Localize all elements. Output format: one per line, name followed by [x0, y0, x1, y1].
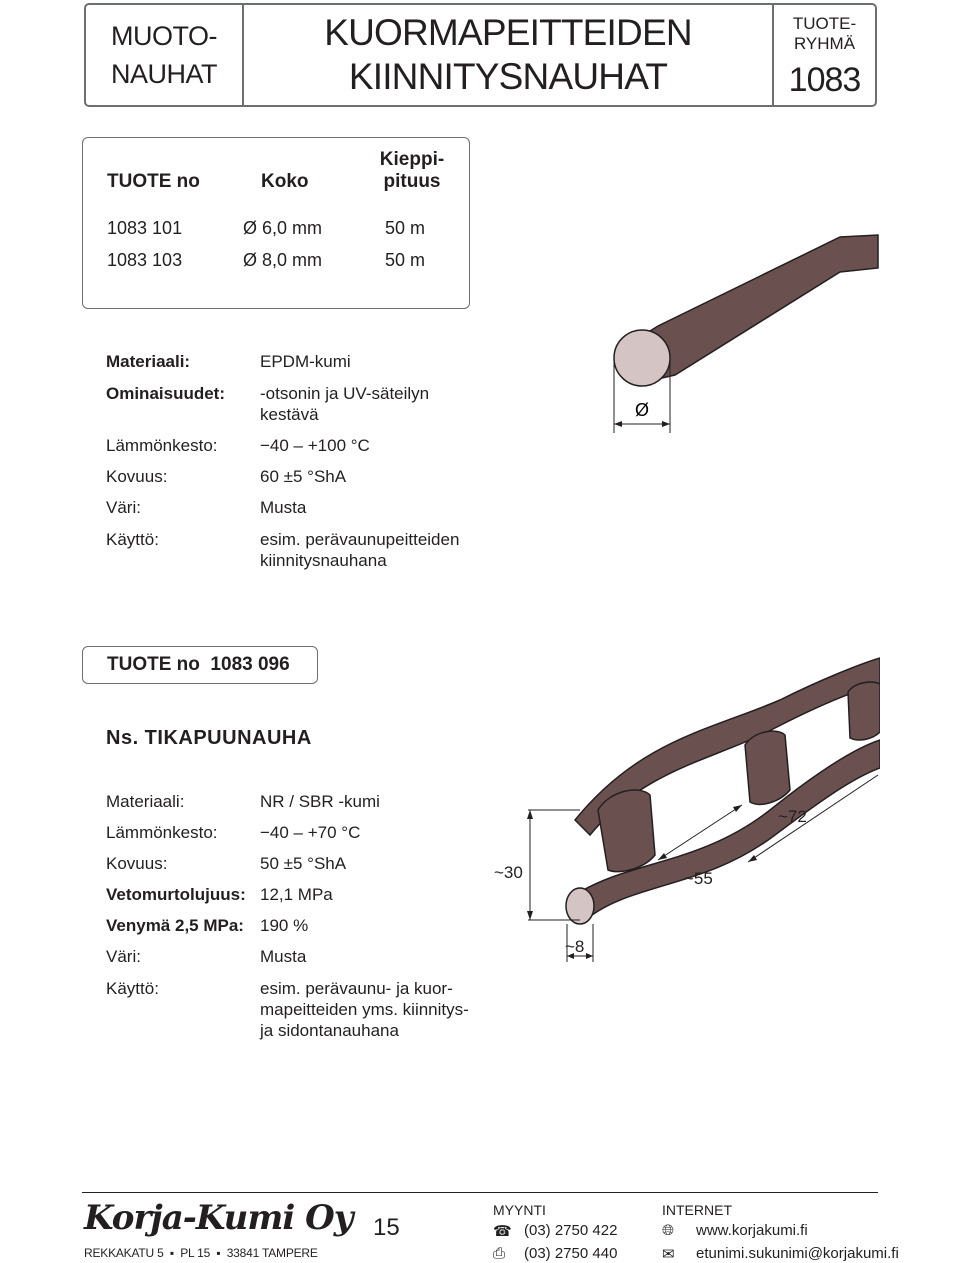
cord-illustration — [600, 228, 880, 438]
col-header-product: TUOTE no — [107, 171, 200, 192]
fax-number: (03) 2750 440 — [524, 1245, 618, 1262]
product2-subtitle: Ns. TIKAPUUNAUHA — [106, 727, 312, 749]
spec-value: −40 – +70 °C — [260, 823, 361, 842]
header-box — [84, 3, 877, 107]
spec-label: Kovuus: — [106, 467, 168, 486]
table-cell-length: 50 m — [385, 218, 426, 238]
table-cell-size: Ø 6,0 mm — [243, 218, 323, 238]
spec-label: Väri: — [106, 498, 141, 517]
phone-icon: ☎ — [493, 1223, 512, 1240]
col-header-size: Koko — [261, 171, 309, 192]
spec-label: Kovuus: — [106, 854, 168, 873]
ladder-strap-illustration — [480, 650, 880, 970]
spec-label: Ominaisuudet: — [106, 384, 226, 403]
spec-label: Lämmönkesto: — [106, 436, 218, 455]
spec-label: Materiaali: — [106, 352, 191, 371]
spec-label: Lämmönkesto: — [106, 823, 218, 842]
cord-end — [614, 330, 670, 386]
globe-icon: 🌐︎ — [662, 1222, 675, 1239]
table-cell-length: 50 m — [385, 250, 426, 270]
category-label — [86, 5, 242, 105]
spec-value: −40 – +100 °C — [260, 436, 370, 455]
spec-value-cont: mapeitteiden yms. kiinnitys- — [260, 1000, 469, 1019]
dim-pitch-label: ~72 — [778, 807, 807, 826]
spec-label: Venymä 2,5 MPa: — [106, 916, 244, 935]
table-cell-size: Ø 8,0 mm — [243, 250, 323, 270]
footer-divider — [82, 1192, 878, 1193]
spec-value: esim. perävaunu- ja kuor- — [260, 979, 453, 998]
spec-value-cont: kestävä — [260, 405, 319, 424]
spec-value: 50 ±5 °ShA — [260, 854, 347, 873]
company-logo: Korja-Kumi Oy — [84, 1198, 353, 1238]
product-group — [774, 5, 875, 105]
group-label-line1: TUOTE- — [792, 14, 857, 33]
website-link[interactable]: www.korjakumi.fi — [696, 1222, 808, 1239]
spec-value: 12,1 MPa — [260, 885, 333, 904]
internet-heading: INTERNET — [662, 1202, 732, 1218]
email-link[interactable]: etunimi.sukunimi@korjakumi.fi — [696, 1245, 899, 1262]
fax-icon: ⎙ — [493, 1245, 506, 1262]
spec-label: Materiaali: — [106, 792, 185, 811]
group-label-line2: RYHMÄ — [793, 34, 856, 53]
dim-height-label: ~30 — [494, 863, 523, 882]
product2-number: TUOTE no 1083 096 — [107, 654, 290, 675]
spec-label: Vetomurtolujuus: — [106, 885, 246, 904]
ladder-rung — [745, 731, 790, 804]
spec-value: NR / SBR -kumi — [260, 792, 380, 811]
cord-body — [640, 235, 878, 383]
table-cell-product: 1083 101 — [107, 218, 183, 238]
spec-label: Väri: — [106, 947, 141, 966]
phone-number[interactable]: (03) 2750 422 — [524, 1222, 618, 1239]
col-header-length-2: pituus — [383, 171, 441, 192]
spec-value: esim. perävaunupeitteiden — [260, 530, 460, 549]
product2-box — [82, 646, 318, 684]
spec-value: 190 % — [260, 916, 309, 935]
ladder-end — [566, 888, 594, 924]
email-icon: ✉ — [662, 1246, 675, 1263]
title-line2: KIINNITYSNAUHAT — [348, 56, 668, 97]
product-table — [82, 137, 470, 309]
company-address: REKKAKATU 5 ▪ PL 15 ▪ 33841 TAMPERE — [84, 1246, 318, 1260]
diameter-label: Ø — [634, 400, 650, 420]
col-header-length-1: Kieppi- — [379, 149, 445, 170]
spec-value: Musta — [260, 498, 307, 517]
sales-heading: MYYNTI — [493, 1202, 546, 1218]
spec-value: -otsonin ja UV-säteilyn — [260, 384, 430, 403]
ladder-rung — [848, 682, 880, 740]
spec-value: EPDM-kumi — [260, 352, 351, 371]
page-title — [244, 5, 772, 105]
spec-label: Käyttö: — [106, 979, 159, 998]
spec-value-cont: ja sidontanauhana — [260, 1021, 399, 1040]
dim-rung-spacing-label: ~55 — [684, 869, 713, 888]
dim-thickness-label: ~8 — [565, 937, 585, 956]
spec-value: 60 ±5 °ShA — [260, 467, 347, 486]
category-line2: NAUHAT — [110, 59, 217, 89]
group-number: 1083 — [788, 61, 861, 99]
spec-label: Käyttö: — [106, 530, 159, 549]
table-cell-product: 1083 103 — [107, 250, 183, 270]
spec-value-cont: kiinnitysnauhana — [260, 551, 387, 570]
spec-value: Musta — [260, 947, 307, 966]
title-line1: KUORMAPEITTEIDEN — [324, 12, 692, 53]
ladder-rung — [598, 790, 655, 872]
category-line1: MUOTO- — [111, 21, 217, 51]
page-number: 15 — [373, 1214, 400, 1241]
